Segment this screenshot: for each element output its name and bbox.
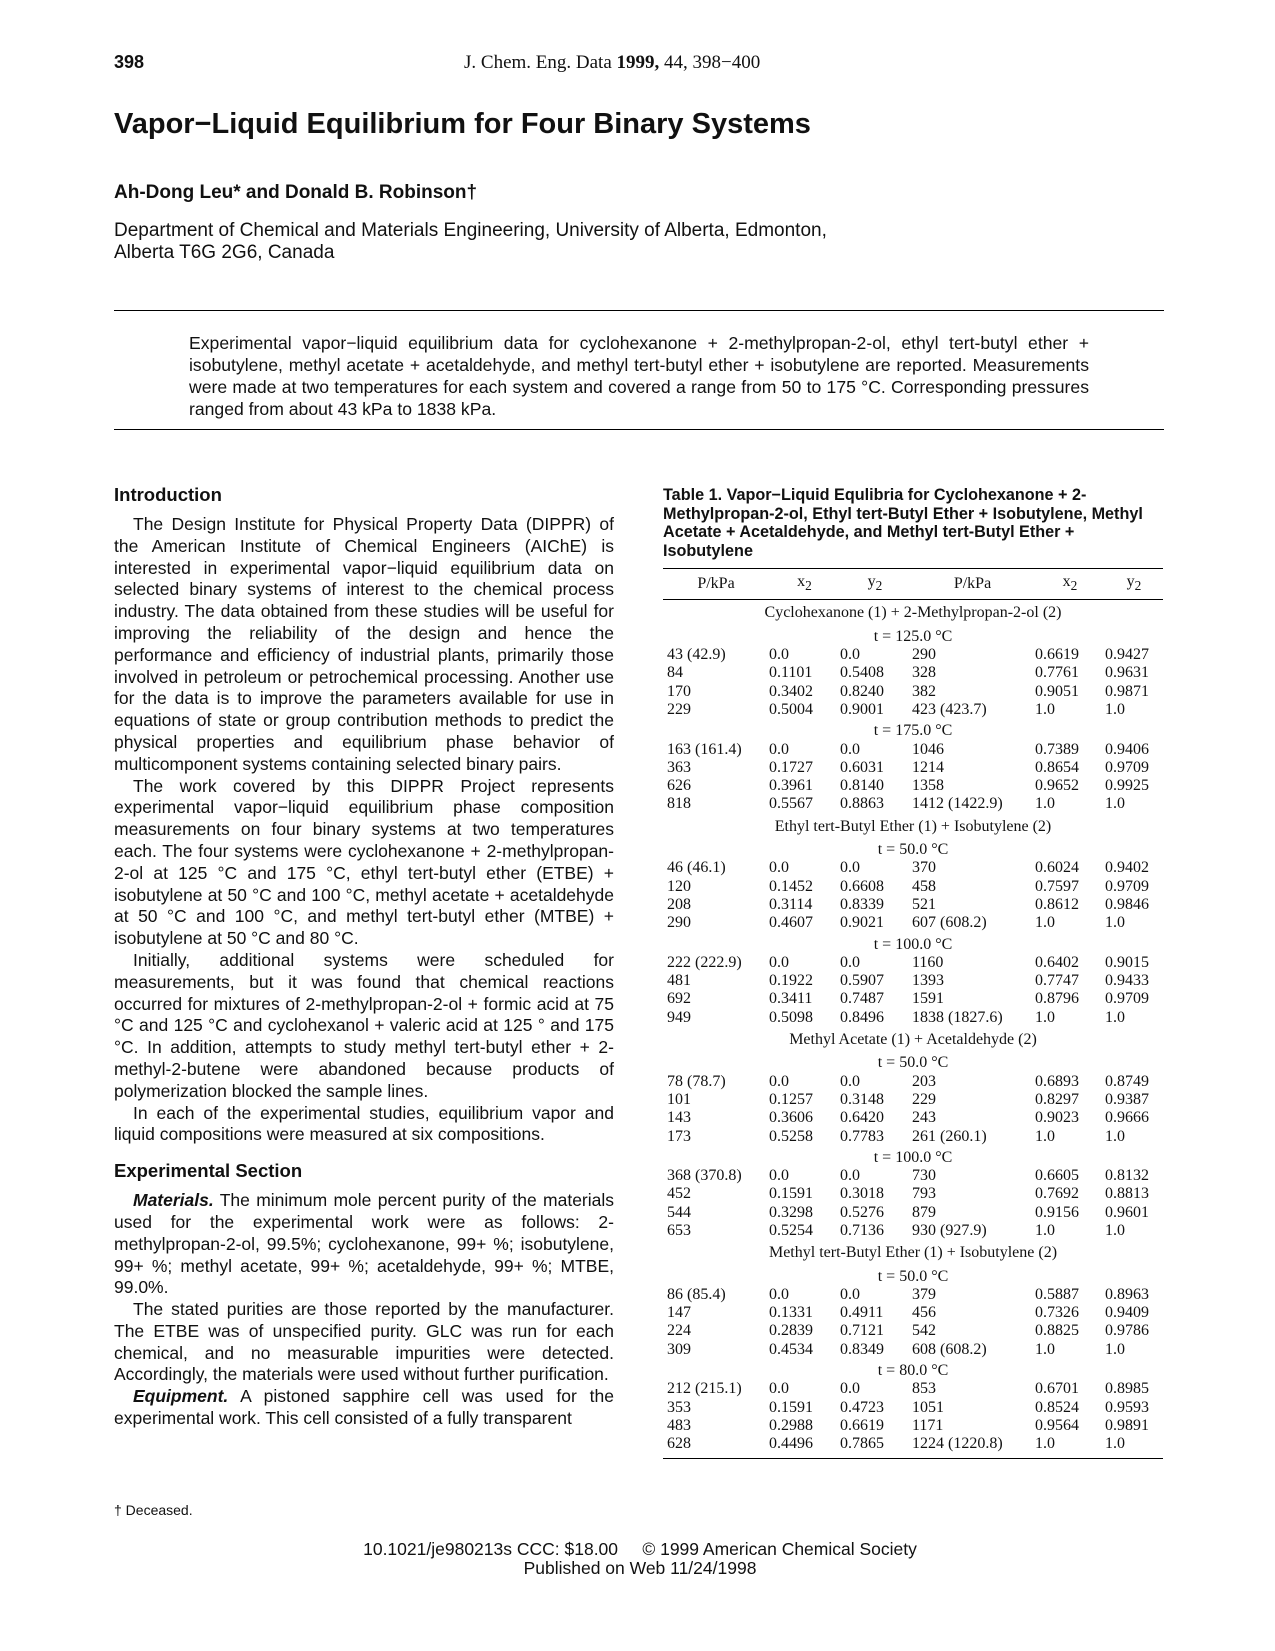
table-row [663, 954, 1163, 972]
table-row [663, 1399, 1163, 1417]
cell-y2: 0.9021 [840, 914, 884, 932]
table-row [663, 1091, 1163, 1109]
journal-year: 1999, [616, 52, 660, 73]
cell-x2: 0.7326 [1035, 1304, 1079, 1322]
table-row [663, 646, 1163, 664]
cell-x2: 0.5098 [769, 1008, 813, 1026]
cell-pressure: 101 [667, 1090, 691, 1108]
cell-pressure: 608 (608.2) [912, 1340, 987, 1358]
cell-x2: 0.6619 [1035, 646, 1079, 664]
published-date-line: Published on Web 11/24/1998 [523, 1558, 757, 1578]
cell-y2: 0.8863 [840, 795, 884, 813]
cell-pressure: 653 [667, 1221, 691, 1239]
cell-pressure: 379 [912, 1285, 936, 1303]
temperature-row [663, 625, 1163, 646]
system-name: Cyclohexanone (1) + 2-Methylpropan-2-ol (2) [764, 604, 1062, 622]
cell-y2: 0.7487 [840, 990, 884, 1008]
cell-x2: 0.1727 [769, 758, 813, 776]
cell-pressure: 222 (222.9) [667, 953, 742, 971]
cell-pressure: 730 [912, 1167, 936, 1185]
cell-x2: 0.3298 [769, 1203, 813, 1221]
abstract: Experimental vapor−liquid equilibrium data for cyclohexanone + 2-methylpropan-2-ol, ethyl tert-butyl ether + isobutylene, methyl acetate + acetaldehyde, and methyl tert-butyl ether + isobutylene are reported. Measurements were made at two temperatures for each system and covered a range from 50 to 175 °C. Corresponding pressures ranged from about 43 kPa to 1838 kPa. [189, 333, 1089, 419]
cell-y2: 0.4723 [840, 1398, 884, 1416]
cell-pressure: 229 [667, 700, 691, 718]
cell-x2: 0.7597 [1035, 877, 1079, 895]
cell-y2: 0.4911 [840, 1304, 884, 1322]
cell-x2: 0.1452 [769, 877, 813, 895]
cell-x2: 0.0 [769, 859, 789, 877]
journal-citation [464, 52, 760, 74]
author-list: Ah-Dong Leu* and Donald B. Robinson† [114, 182, 478, 203]
cell-y2: 0.0 [840, 953, 860, 971]
cell-y2: 0.8963 [1105, 1285, 1149, 1303]
table-row [663, 914, 1163, 932]
cell-pressure: 458 [912, 877, 936, 895]
right-column [663, 486, 1163, 1459]
cell-y2: 0.6031 [840, 758, 884, 776]
left-column [114, 484, 614, 1430]
cell-pressure: 143 [667, 1109, 691, 1127]
cell-y2: 0.3018 [840, 1185, 884, 1203]
table-row [663, 1380, 1163, 1398]
table-row [663, 664, 1163, 682]
cell-pressure: 1160 [912, 953, 944, 971]
table-header-row [663, 569, 1163, 600]
temperature-label: t = 80.0 °C [877, 1362, 949, 1380]
temperature-label: t = 125.0 °C [873, 627, 953, 645]
temperature-row [663, 719, 1163, 740]
cell-y2: 0.8140 [840, 777, 884, 795]
cell-x2: 0.0 [769, 1167, 789, 1185]
cell-pressure: 692 [667, 990, 691, 1008]
cell-y2: 0.0 [840, 859, 860, 877]
col-header-y2: $y_2$ [1105, 569, 1163, 600]
table-row [663, 1286, 1163, 1304]
cell-x2: 0.8612 [1035, 895, 1079, 913]
cell-x2: 1.0 [1035, 1127, 1055, 1145]
cell-x2: 0.1331 [769, 1304, 813, 1322]
cell-y2: 0.9631 [1105, 664, 1149, 682]
cell-x2: 0.7747 [1035, 972, 1079, 990]
cell-x2: 0.6024 [1035, 859, 1079, 877]
cell-pressure: 1358 [912, 777, 944, 795]
cell-pressure: 212 (215.1) [667, 1380, 742, 1398]
materials-runin-heading: Materials. [133, 1190, 214, 1211]
table-row [663, 1073, 1163, 1091]
journal-name: J. Chem. Eng. Data [464, 52, 612, 73]
cell-y2: 0.0 [840, 740, 860, 758]
cell-x2: 0.3114 [769, 895, 813, 913]
cell-y2: 0.7121 [840, 1322, 884, 1340]
temperature-label: t = 100.0 °C [873, 1148, 953, 1166]
cell-y2: 0.8985 [1105, 1380, 1149, 1398]
table-row [663, 1009, 1163, 1027]
cell-pressure: 382 [912, 682, 936, 700]
cell-x2: 0.1922 [769, 972, 813, 990]
journal-volume-pages: 44, 398−400 [664, 52, 761, 73]
cell-x2: 0.9652 [1035, 777, 1079, 795]
page-number: 398 [114, 52, 145, 72]
cell-x2: 0.7389 [1035, 740, 1079, 758]
paper-title: Vapor−Liquid Equilibrium for Four Binary Systems [114, 108, 811, 140]
cell-pressure: 949 [667, 1008, 691, 1026]
affiliation-line-1: Department of Chemical and Materials Engineering, University of Alberta, Edmonton, [114, 220, 827, 241]
cell-y2: 0.8496 [840, 1008, 884, 1026]
cell-y2: 0.9709 [1105, 877, 1149, 895]
cell-x2: 1.0 [1035, 914, 1055, 932]
cell-x2: 0.8796 [1035, 990, 1079, 1008]
cell-x2: 0.0 [769, 1285, 789, 1303]
cell-pressure: 853 [912, 1380, 936, 1398]
cell-pressure: 1051 [912, 1398, 944, 1416]
cell-y2: 0.6420 [840, 1109, 884, 1127]
cell-x2: 0.4607 [769, 914, 813, 932]
cell-pressure: 173 [667, 1127, 691, 1145]
cell-pressure: 328 [912, 664, 936, 682]
table-row [663, 1185, 1163, 1203]
table-row [663, 990, 1163, 1008]
cell-pressure: 483 [667, 1416, 691, 1434]
cell-x2: 1.0 [1035, 795, 1055, 813]
cell-y2: 0.9709 [1105, 758, 1149, 776]
col-header-pressure: P/kPa [663, 569, 769, 600]
cell-pressure: 930 (927.9) [912, 1221, 987, 1239]
cell-pressure: 353 [667, 1398, 691, 1416]
cell-x2: 0.1591 [769, 1185, 813, 1203]
cell-x2: 0.6893 [1035, 1072, 1079, 1090]
cell-pressure: 1046 [912, 740, 944, 758]
cell-x2: 0.9051 [1035, 682, 1079, 700]
col-header-y2: $y_2$ [840, 569, 910, 600]
materials-paragraph [114, 1190, 614, 1299]
cell-x2: 0.3606 [769, 1109, 813, 1127]
cell-y2: 0.9402 [1105, 859, 1149, 877]
temperature-row [663, 1359, 1163, 1380]
cell-y2: 0.0 [840, 646, 860, 664]
table-row [663, 795, 1163, 813]
table-row [663, 1222, 1163, 1240]
cell-y2: 0.8349 [840, 1340, 884, 1358]
temperature-row [663, 933, 1163, 954]
temperature-row [663, 1265, 1163, 1286]
cell-pressure: 290 [667, 914, 691, 932]
system-header-row [663, 1240, 1163, 1264]
footnote-deceased: † Deceased. [114, 1502, 193, 1518]
publication-footer [350, 1540, 930, 1578]
cell-pressure: 224 [667, 1322, 691, 1340]
cell-pressure: 363 [667, 758, 691, 776]
cell-pressure: 423 (423.7) [912, 700, 987, 718]
cell-pressure: 1171 [912, 1416, 944, 1434]
table-row [663, 1341, 1163, 1359]
cell-y2: 1.0 [1105, 795, 1125, 813]
cell-x2: 0.6402 [1035, 953, 1079, 971]
abstract-top-rule [114, 310, 1164, 311]
cell-pressure: 1412 (1422.9) [912, 795, 1003, 813]
system-name: Methyl tert-Butyl Ether (1) + Isobutylene (2) [768, 1244, 1058, 1262]
cell-y2: 0.9666 [1105, 1109, 1149, 1127]
cell-y2: 0.9406 [1105, 740, 1149, 758]
cell-y2: 0.9891 [1105, 1416, 1149, 1434]
temperature-label: t = 100.0 °C [873, 935, 953, 953]
cell-pressure: 290 [912, 646, 936, 664]
equipment-text: A pistoned sapphire cell was used for the experimental work. This cell consisted of a fully transparent [114, 1386, 614, 1429]
affiliation [114, 220, 1014, 264]
running-header [114, 52, 1164, 76]
cell-pressure: 607 (608.2) [912, 914, 987, 932]
cell-y2: 0.9846 [1105, 895, 1149, 913]
cell-y2: 0.8813 [1105, 1185, 1149, 1203]
table-row [663, 701, 1163, 719]
cell-pressure: 818 [667, 795, 691, 813]
cell-y2: 1.0 [1105, 1221, 1125, 1239]
temperature-label: t = 50.0 °C [877, 1267, 949, 1285]
cell-pressure: 1224 (1220.8) [910, 1435, 1035, 1458]
cell-x2: 0.0 [769, 646, 789, 664]
temperature-row [663, 1146, 1163, 1167]
cell-x2: 0.0 [769, 740, 789, 758]
cell-pressure: 542 [912, 1322, 936, 1340]
cell-pressure: 879 [912, 1203, 936, 1221]
vle-data-table [663, 568, 1163, 1459]
cell-x2: 0.9156 [1035, 1203, 1079, 1221]
cell-pressure: 628 [663, 1435, 769, 1458]
cell-pressure: 1838 (1827.6) [912, 1008, 1003, 1026]
table-row [663, 1109, 1163, 1127]
system-header-row [663, 600, 1163, 625]
table-row [663, 1304, 1163, 1322]
cell-y2: 0.9925 [1105, 777, 1149, 795]
table-row [663, 896, 1163, 914]
table-body [663, 600, 1163, 1458]
cell-x2: 1.0 [1035, 700, 1055, 718]
cell-x2: 1.0 [1035, 1340, 1055, 1358]
cell-x2: 0.6701 [1035, 1380, 1079, 1398]
cell-y2: 0.9601 [1105, 1203, 1149, 1221]
cell-pressure: 261 (260.1) [912, 1127, 987, 1145]
cell-x2: 0.1591 [769, 1398, 813, 1416]
cell-pressure: 243 [912, 1109, 936, 1127]
cell-x2: 0.3402 [769, 682, 813, 700]
cell-x2: 0.1101 [769, 664, 813, 682]
cell-pressure: 163 (161.4) [667, 740, 742, 758]
cell-x2: 0.0 [769, 1072, 789, 1090]
cell-x2: 0.7761 [1035, 664, 1079, 682]
temperature-row [663, 838, 1163, 859]
doi-copyright-line: 10.1021/je980213s CCC: $18.00 © 1999 American Chemical Society [363, 1539, 917, 1559]
cell-y2: 0.9871 [1105, 682, 1149, 700]
cell-y2: 0.9433 [1105, 972, 1149, 990]
cell-x2: 0.9023 [1035, 1109, 1079, 1127]
cell-y2: 0.8339 [840, 895, 884, 913]
temperature-label: t = 50.0 °C [877, 841, 949, 859]
introduction-heading: Introduction [114, 484, 222, 505]
cell-x2: 0.3961 [769, 777, 813, 795]
cell-y2: 0.9427 [1105, 646, 1149, 664]
cell-pressure: 46 (46.1) [667, 859, 726, 877]
cell-x2: 0.8297 [1035, 1090, 1079, 1108]
cell-x2: 0.5004 [769, 700, 813, 718]
cell-y2: 0.3148 [840, 1090, 884, 1108]
cell-x2: 0.8825 [1035, 1322, 1079, 1340]
cell-y2: 1.0 [1105, 1435, 1163, 1458]
cell-y2: 0.6608 [840, 877, 884, 895]
cell-x2: 0.4496 [769, 1435, 840, 1458]
equipment-runin-heading: Equipment. [133, 1386, 229, 1407]
cell-pressure: 203 [912, 1072, 936, 1090]
temperature-row [663, 1051, 1163, 1072]
cell-y2: 1.0 [1105, 1008, 1125, 1026]
table-row [663, 859, 1163, 877]
cell-y2: 1.0 [1105, 914, 1125, 932]
cell-x2: 0.8524 [1035, 1398, 1079, 1416]
cell-y2: 0.7865 [840, 1435, 910, 1458]
cell-pressure: 481 [667, 972, 691, 990]
cell-pressure: 147 [667, 1304, 691, 1322]
cell-y2: 0.7136 [840, 1221, 884, 1239]
experimental-section-heading: Experimental Section [114, 1160, 303, 1182]
cell-y2: 0.7783 [840, 1127, 884, 1145]
cell-pressure: 626 [667, 777, 691, 795]
system-name: Ethyl tert-Butyl Ether (1) + Isobutylene (2) [774, 817, 1052, 835]
cell-y2: 0.8240 [840, 682, 884, 700]
intro-paragraph-3: Initially, additional systems were scheduled for measurements, but it was found that chemical reactions occurred for mixtures of 2-methylpropan-2-ol + formic acid at 75 °C and 125 °C and cyclohexanol + valeric acid at 125 ° and 175 °C. In addition, attempts to study methyl tert-butyl ether + 2-methyl-2-butene were abandoned because products of polymerization blocked the sample lines. [114, 949, 614, 1101]
cell-x2: 0.2988 [769, 1416, 813, 1434]
table-row [663, 1167, 1163, 1185]
materials-text: The minimum mole percent purity of the materials used for the experimental work were as follows: 2-methylpropan-2-ol, 99.5%; cyclohexanone, 99+ %; isobutylene, 99+ %; methyl acetate, 99+ %; acetaldehyde, 99+ %; MTBE, 99.0%. [114, 1190, 615, 1298]
abstract-bottom-rule [114, 429, 1164, 430]
cell-x2: 0.3411 [769, 990, 813, 1008]
cell-y2: 0.9387 [1105, 1090, 1149, 1108]
cell-y2: 0.0 [840, 1380, 860, 1398]
cell-y2: 0.9015 [1105, 953, 1149, 971]
temperature-label: t = 50.0 °C [877, 1054, 949, 1072]
cell-y2: 1.0 [1105, 700, 1125, 718]
cell-pressure: 1214 [912, 758, 944, 776]
cell-y2: 0.6619 [840, 1416, 884, 1434]
cell-x2: 0.5254 [769, 1221, 813, 1239]
cell-pressure: 120 [667, 877, 691, 895]
intro-paragraph-2: The work covered by this DIPPR Project represents experimental vapor−liquid equilibrium phase composition measurements on four binary systems at two temperatures each. The four systems were cyclohexanone + 2-methylpropan-2-ol at 125 °C and 175 °C, ethyl tert-butyl ether (ETBE) + isobutylene at 50 °C and 100 °C, methyl acetate + acetaldehyde at 50 °C and 100 °C, and methyl tert-butyl ether (MTBE) + isobutylene at 50 °C and 80 °C. [114, 775, 614, 949]
cell-x2: 0.7692 [1035, 1185, 1079, 1203]
intro-paragraph-4: In each of the experimental studies, equilibrium vapor and liquid compositions were measured at six compositions. [114, 1102, 614, 1145]
cell-pressure: 456 [912, 1304, 936, 1322]
cell-x2: 0.0 [769, 1380, 789, 1398]
cell-x2: 1.0 [1035, 1221, 1055, 1239]
cell-y2: 0.5907 [840, 972, 884, 990]
cell-pressure: 86 (85.4) [667, 1285, 726, 1303]
cell-pressure: 309 [667, 1340, 691, 1358]
cell-y2: 1.0 [1105, 1340, 1125, 1358]
cell-x2: 1.0 [1035, 1435, 1105, 1458]
intro-paragraph-1: The Design Institute for Physical Property Data (DIPPR) of the American Institute of Chemical Engineers (AIChE) is interested in experimental vapor−liquid equilibrium data on selected binary systems of interest to the chemical process industry. The data obtained from these studies will be useful for improving the reliability of the design and hence the performance and efficiency of industrial plants, primarily those involved in petroleum or petrochemical processing. Another use for the data is to improve the parameters available for use in equations of state or group contribution methods to predict the physical properties and equilibrium phase behavior of multicomponent systems containing selected binary pairs. [114, 514, 614, 774]
cell-pressure: 452 [667, 1185, 691, 1203]
cell-y2: 0.0 [840, 1167, 860, 1185]
cell-x2: 0.5887 [1035, 1285, 1079, 1303]
cell-pressure: 170 [667, 682, 691, 700]
cell-x2: 0.4534 [769, 1340, 813, 1358]
col-header-x2: $x_2$ [769, 569, 840, 600]
system-header-row [663, 1027, 1163, 1051]
cell-x2: 0.2839 [769, 1322, 813, 1340]
cell-y2: 0.9593 [1105, 1398, 1149, 1416]
table-row [663, 1204, 1163, 1222]
cell-pressure: 370 [912, 859, 936, 877]
table-row [663, 683, 1163, 701]
col-header-pressure: P/kPa [910, 569, 1035, 600]
cell-pressure: 78 (78.7) [667, 1072, 726, 1090]
system-name: Methyl Acetate (1) + Acetaldehyde (2) [789, 1031, 1037, 1049]
cell-pressure: 1393 [912, 972, 944, 990]
cell-y2: 0.8749 [1105, 1072, 1149, 1090]
table-row [663, 1322, 1163, 1340]
cell-y2: 0.9786 [1105, 1322, 1149, 1340]
cell-pressure: 229 [912, 1090, 936, 1108]
temperature-label: t = 175.0 °C [873, 722, 953, 740]
cell-x2: 0.5258 [769, 1127, 813, 1145]
cell-pressure: 208 [667, 895, 691, 913]
cell-y2: 0.9709 [1105, 990, 1149, 1008]
table-row [663, 1417, 1163, 1435]
affiliation-line-2: Alberta T6G 2G6, Canada [114, 242, 335, 263]
table-row [663, 741, 1163, 759]
table-row [663, 777, 1163, 795]
cell-y2: 0.9409 [1105, 1304, 1149, 1322]
table-row [663, 1435, 1163, 1458]
cell-x2: 0.6605 [1035, 1167, 1079, 1185]
table-row [663, 972, 1163, 990]
cell-pressure: 793 [912, 1185, 936, 1203]
cell-x2: 0.9564 [1035, 1416, 1079, 1434]
table-row [663, 759, 1163, 777]
cell-pressure: 84 [667, 664, 683, 682]
cell-pressure: 368 (370.8) [667, 1167, 742, 1185]
col-header-x2: $x_2$ [1035, 569, 1105, 600]
cell-x2: 1.0 [1035, 1008, 1055, 1026]
cell-x2: 0.8654 [1035, 758, 1079, 776]
cell-x2: 0.5567 [769, 795, 813, 813]
cell-y2: 0.0 [840, 1072, 860, 1090]
cell-y2: 0.0 [840, 1285, 860, 1303]
cell-y2: 0.9001 [840, 700, 884, 718]
cell-x2: 0.1257 [769, 1090, 813, 1108]
table-row [663, 1128, 1163, 1146]
cell-y2: 1.0 [1105, 1127, 1125, 1145]
cell-y2: 0.8132 [1105, 1167, 1149, 1185]
cell-x2: 0.0 [769, 953, 789, 971]
cell-pressure: 1591 [912, 990, 944, 1008]
system-header-row [663, 814, 1163, 838]
equipment-paragraph [114, 1386, 614, 1430]
table-1-caption: Table 1. Vapor−Liquid Equlibria for Cyclohexanone + 2-Methylpropan-2-ol, Ethyl tert-Butyl Ether + Isobutylene, Methyl Acetate + Acetaldehyde, and Methyl tert-Butyl Ether + Isobutylene [663, 486, 1143, 560]
cell-y2: 0.5408 [840, 664, 884, 682]
cell-pressure: 521 [912, 895, 936, 913]
cell-y2: 0.5276 [840, 1203, 884, 1221]
table-row [663, 878, 1163, 896]
cell-pressure: 544 [667, 1203, 691, 1221]
purity-paragraph: The stated purities are those reported by the manufacturer. The ETBE was of unspecified purity. GLC was run for each chemical, and no measurable impurities were detected. Accordingly, the materials were used without further purification. [114, 1299, 614, 1385]
cell-pressure: 43 (42.9) [667, 646, 726, 664]
